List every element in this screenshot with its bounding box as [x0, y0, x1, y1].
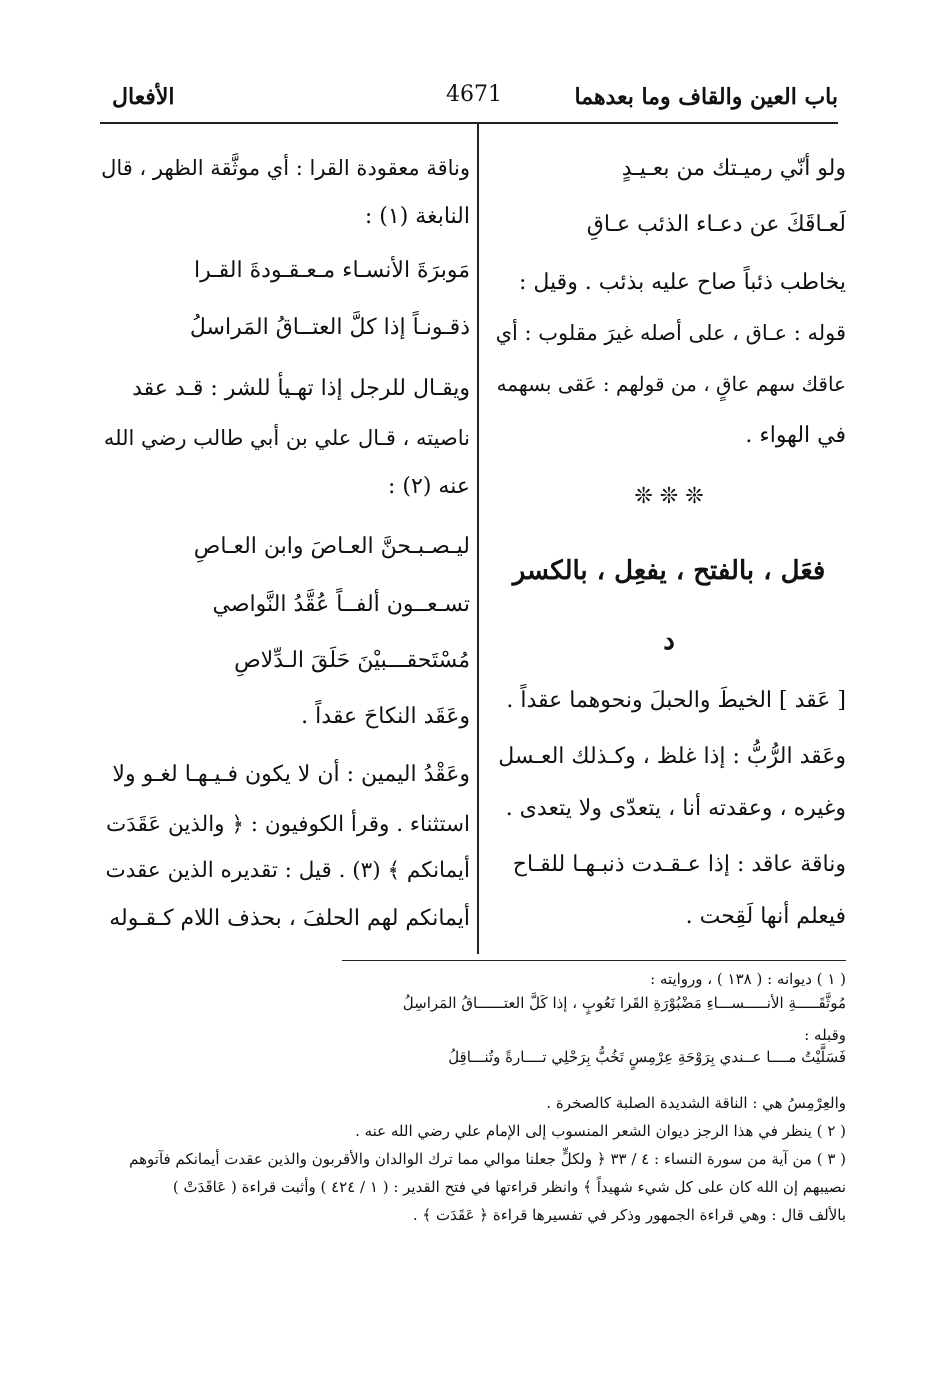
- footnote-line: ( ٢ ) ينظر في هذا الرجز ديوان الشعر المنسوب إلى الإمام علي رضي الله عنه .: [355, 1122, 846, 1140]
- section-heading: فعَل ، بالفتح ، يفعِل ، بالكسر: [512, 556, 826, 586]
- text-line: ناصيته ، قـال علي بن أبي طالب رضي الله: [103, 426, 470, 450]
- text-line: قوله : عـاق ، على أصله غيرَ مقلوب : أي: [495, 321, 846, 345]
- running-head-left: الأفعال: [112, 84, 175, 110]
- text-line: النابغة (١) :: [364, 204, 470, 229]
- entry-line: [ عَقد ] الخيطَ والحبلَ ونحوهما عقداً .: [506, 688, 846, 713]
- entry-line: وعَقَد النكاحَ عقداً .: [301, 704, 470, 729]
- verse-line: ولو أنّي رميـتك من بعـيـدٍ: [621, 156, 846, 181]
- verse-line: ذقـونـاً إذا كلَّ العتــاقُ المَراسلُ: [189, 315, 470, 340]
- entry-line: وعَقْدُ اليمين : أن لا يكون فـيـهـا لغـو ولا: [112, 762, 470, 787]
- footnote-line: وقبله :: [804, 1026, 846, 1044]
- footnote-line: ( ١ ) ديوانه : ( ١٣٨ ) ، وروايته :: [650, 970, 846, 988]
- verse-line: مَوبرَةَ الأنسـاء مـعـقـودةَ القـرا: [193, 258, 470, 283]
- entry-line: وناقة معقودة القرا : أي موثَّقة الظهر ، قال: [101, 156, 470, 180]
- verse-line: لَعـاقَكَ عن دعـاء الذئب عـاقِ: [586, 212, 846, 237]
- entry-line: فيعلم أنها لَقِحت .: [685, 904, 846, 929]
- root-letter-heading: د: [663, 626, 675, 656]
- footnote-line: ( ٣ ) من آية من سورة النساء : ٤ / ٣٣ ﴿ ولكلٍّ جعلنا موالي مما ترك الوالدان والأقربون والذين عقدت أيمانكم فآتوهم: [129, 1150, 846, 1168]
- text-line: استثناء . وقرأ الكوفيون : ﴿ والذين عَقَدَت: [105, 812, 470, 837]
- footnote-line: بالألف قال : وهي قراءة الجمهور وذكر في تفسيرها قراءة ﴿ عَقَدَت ﴾ .: [412, 1206, 846, 1224]
- footnote-verse: مُوثَّقَـــــةِ الأنـــــســـاءِ مَضْبُوْرَةِ القَرا نَعُوبٍ ، إذا كَلَّ العتــــــاقُ المَراسِلُ: [402, 994, 846, 1012]
- verse-line: تسـعــون ألفــاً عُقَّدُ النَّواصي: [212, 592, 470, 617]
- verse-line: مُسْتَحقـــبيْنَ حَلَقَ الـدِّلاصِ: [234, 648, 470, 673]
- running-head-right: باب العين والقاف وما بعدهما: [574, 84, 838, 110]
- entry-line: ويقـال للرجل إذا تهـيأ للشر : قـد عقد: [132, 376, 470, 401]
- entry-line: وناقة عاقد : إذا عـقـدت ذنبـهـا للقـاح: [512, 852, 846, 877]
- section-separator: ❊ ❊ ❊: [634, 484, 704, 509]
- text-line: أيمانكم لهم الحلفَ ، بحذف اللام كـقـوله: [109, 906, 470, 931]
- text-line: يخاطب ذئباً صاح عليه بذئب . وقيل :: [518, 270, 846, 295]
- text-line: عنه (٢) :: [388, 474, 470, 499]
- text-line: في الهواء .: [745, 423, 846, 448]
- page-number: 4671: [446, 82, 502, 107]
- footnotes: [100, 0, 846, 1376]
- verse-line: ليـصـبـحنَّ العـاصَ وابن العـاصِ: [193, 534, 470, 559]
- text-line: عاقك سهم عاقٍ ، من قولهم : عَقى بسهمه: [496, 372, 846, 396]
- footnote-line: والعِرْمِسُ هي : الناقة الشديدة الصلبة كالصخرة .: [546, 1094, 846, 1112]
- text-line: أيمانكم ﴾ (٣) . قيل : تقديره الذين عقدت: [105, 858, 470, 883]
- entry-line: وغيره ، وعقدته أنا ، يتعدّى ولا يتعدى .: [505, 796, 846, 821]
- entry-line: وعَقد الرُّبُّ : إذا غلظ ، وكـذلك العـسل: [498, 744, 846, 769]
- footnote-line: نصيبهم إن الله كان على كل شيء شهيداً ﴾ وانظر قراءتها في فتح القدير : ( ١ / ٤٢٤ ) وأثبت قراءة ( عَاقَدَتْ ): [172, 1178, 846, 1196]
- footnote-verse: فَسَلَّيْتُ مــــا عــندي بِرَوْحَةِ عِرْمِسٍ تَخُبُّ بِرَحْلِي تــــارةً وتُنـــاقِلُ: [448, 1048, 846, 1066]
